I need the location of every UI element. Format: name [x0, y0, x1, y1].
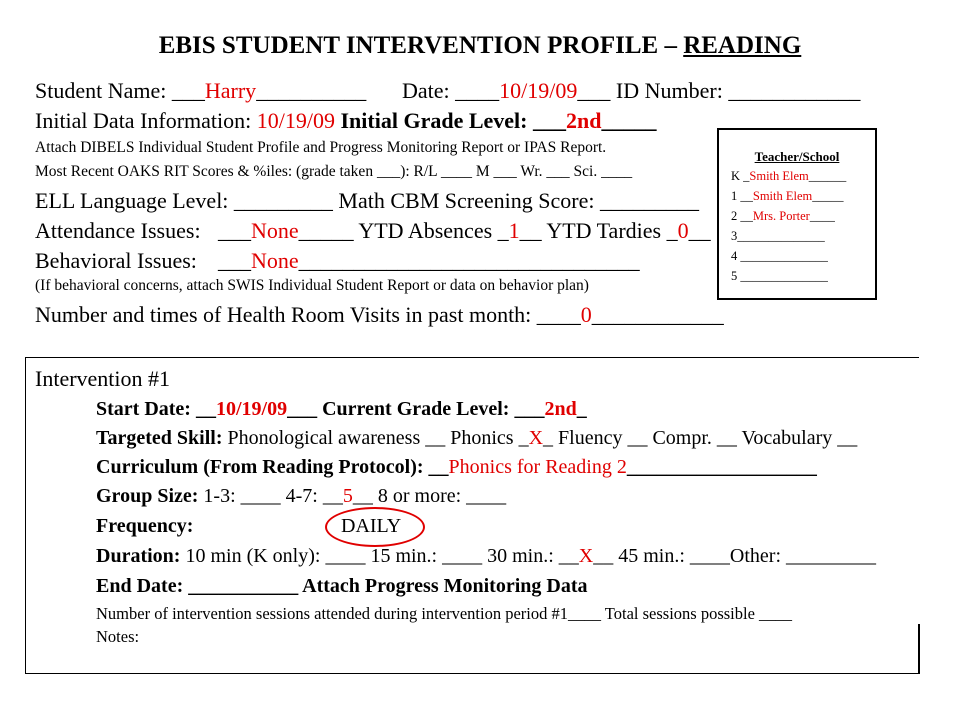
sessions-row: Number of intervention sessions attended during intervention period #1____ Total sessions possible ____ [96, 604, 793, 623]
initial-data-value[interactable]: 10/19/09 [256, 108, 335, 133]
title-subject: READING [683, 32, 802, 59]
end-date-field[interactable]: ___________ [183, 575, 303, 597]
attendance-values: ___None_____ YTD Absences _1__ YTD Tardies _0__ [218, 218, 711, 243]
box-right-edge [918, 624, 920, 674]
targeted-skill-row: Targeted Skill: Phonological awareness __ Phonics _X_ Fluency __ Compr. __ Vocabulary __ [96, 427, 858, 449]
group-size-label: Group Size: [96, 485, 199, 507]
ell-math-row: ELL Language Level: _________ Math CBM Screening Score: _________ [35, 188, 699, 213]
group-size-row: Group Size: 1-3: ____ 4-7: __5__ 8 or more: ____ [96, 485, 507, 507]
teacher-row-1[interactable]: 1 __Smith Elem_____ [731, 189, 844, 203]
absences-value[interactable]: 1 [508, 218, 520, 243]
teacher-row-k[interactable]: K _Smith Elem______ [731, 169, 847, 183]
behavior-values: ___None_______________________________ [218, 248, 640, 273]
frequency-label: Frequency: [96, 515, 194, 537]
teacher-school-box [717, 128, 877, 300]
date-value[interactable]: 10/19/09 [499, 78, 578, 103]
end-date-label: End Date: [96, 575, 184, 597]
title-prefix: EBIS STUDENT INTERVENTION PROFILE – [158, 32, 684, 59]
teacher-school-header: Teacher/School [754, 149, 840, 164]
student-name-row: Student Name: ___Harry__________ [35, 78, 367, 103]
current-grade-label: Current Grade Level: [322, 398, 510, 420]
behavior-note: (If behavioral concerns, attach SWIS Individual Student Report or data on behavior plan) [35, 277, 589, 294]
teacher-row-2[interactable]: 2 __Mrs. Porter____ [731, 209, 835, 223]
date-row: Date: ____10/19/09___ ID Number: ____________ [402, 78, 861, 103]
duration-label: Duration: [96, 545, 181, 567]
student-name-label: Student Name: [35, 78, 167, 103]
end-date-row [96, 574, 587, 598]
duration-30-mark[interactable]: X [578, 545, 594, 567]
attendance-label: Attendance Issues: [35, 218, 201, 243]
teacher-row-3[interactable]: 3______________ [731, 229, 825, 243]
notes-label: Notes: [96, 627, 140, 646]
dibels-note: Attach DIBELS Individual Student Profile and Progress Monitoring Report or IPAS Report. [35, 139, 607, 156]
initial-data-label: Initial Data Information: [35, 108, 252, 133]
current-grade-value[interactable]: 2nd [544, 398, 577, 420]
daily-circle-annotation [325, 507, 425, 547]
health-visits-label: Number and times of Health Room Visits in past month: [35, 302, 532, 327]
behavior-row [35, 248, 197, 274]
id-number-field[interactable]: ____________ [728, 78, 861, 103]
attendance-row [35, 218, 201, 244]
curriculum-value[interactable]: Phonics for Reading 2 [448, 456, 627, 478]
start-date-value[interactable]: 10/19/09 [215, 398, 288, 420]
targeted-skill-label: Targeted Skill: [96, 427, 223, 449]
start-date-label: Start Date: [96, 398, 191, 420]
frequency-value[interactable]: DAILY [341, 515, 402, 537]
health-visits-row: Number and times of Health Room Visits in past month: ____0____________ [35, 302, 724, 327]
attendance-value[interactable]: None [251, 218, 299, 243]
group-size-value[interactable]: 5 [342, 485, 353, 507]
id-number-label: ID Number: [615, 78, 723, 103]
attach-progress-text: Attach Progress Monitoring Data [302, 575, 588, 597]
health-visits-value[interactable]: 0 [580, 302, 592, 327]
initial-grade-label: Initial Grade Level: [340, 108, 528, 133]
page-title [0, 32, 960, 60]
start-date-row: Start Date: __10/19/09___ Current Grade Level: ___2nd_ [96, 398, 587, 420]
date-label: Date: [402, 78, 450, 103]
phonics-mark[interactable]: X [528, 427, 544, 449]
initial-grade-value[interactable]: 2nd [565, 108, 602, 133]
intervention-heading: Intervention #1 [35, 366, 171, 391]
teacher-row-5[interactable]: 5 ______________ [731, 269, 828, 283]
duration-row: Duration: 10 min (K only): ____ 15 min.: ____ 30 min.: __X__ 45 min.: ____Other: _________ [96, 545, 877, 567]
behavior-label: Behavioral Issues: [35, 248, 197, 273]
curriculum-label: Curriculum (From Reading Protocol): [96, 456, 424, 478]
curriculum-row: Curriculum (From Reading Protocol): __Phonics for Reading 2___________________ [96, 456, 817, 478]
behavior-value[interactable]: None [251, 248, 299, 273]
oaks-scores-row: Most Recent OAKS RIT Scores & %iles: (grade taken ___): R/L ____ M ___ Wr. ___ Sci. ____ [35, 163, 633, 180]
student-name-value[interactable]: Harry [204, 78, 257, 103]
tardies-value[interactable]: 0 [677, 218, 689, 243]
initial-data-row: Initial Data Information: 10/19/09 Initial Grade Level: ___2nd_____ [35, 108, 657, 133]
teacher-row-4[interactable]: 4 ______________ [731, 249, 828, 263]
